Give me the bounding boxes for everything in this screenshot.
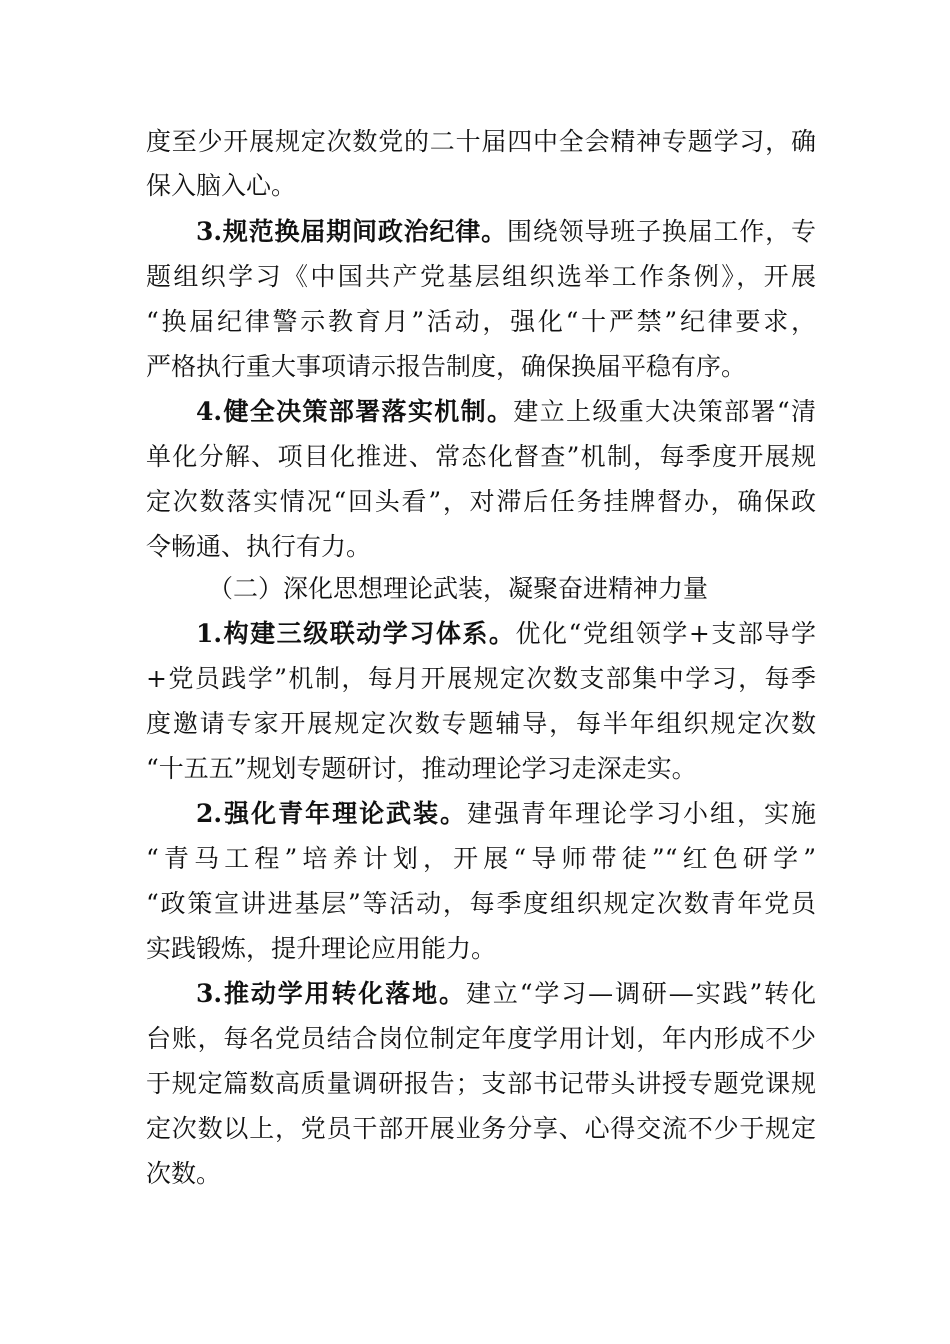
line-text: 优化“党组领学+支部导学 <box>515 619 816 648</box>
paragraph-line <box>146 747 816 791</box>
line-text: 实践锻炼，提升理论应用能力。 <box>146 934 497 963</box>
line-text: 台账，每名党员结合岗位制定年度学用计划，年内形成不少 <box>146 1024 816 1053</box>
line-text: 次数。 <box>146 1159 222 1188</box>
paragraph-line <box>146 525 816 569</box>
item-title: 3.规范换届期间政治纪律。 <box>196 217 507 246</box>
paragraph-line <box>146 1152 816 1196</box>
paragraph-line <box>146 837 816 881</box>
line-text: 度邀请专家开展规定次数专题辅导，每半年组织规定次数 <box>146 709 816 738</box>
paragraph-line <box>146 435 816 479</box>
paragraph-line <box>146 300 816 344</box>
paragraph-line <box>146 345 816 389</box>
line-text: 定次数落实情况“回头看”，对滞后任务挂牌督办，确保政 <box>146 487 816 516</box>
paragraph-line <box>146 255 816 299</box>
line-text: 建立“学习—调研—实践”转化 <box>465 979 817 1008</box>
section-heading <box>208 567 808 611</box>
paragraph-line <box>146 927 816 971</box>
section-heading-text: （二）深化思想理论武装，凝聚奋进精神力量 <box>208 574 709 603</box>
line-text: “换届纪律警示教育月”活动，强化“十严禁”纪律要求， <box>146 307 816 336</box>
line-text: 严格执行重大事项请示报告制度，确保换届平稳有序。 <box>146 352 747 381</box>
paragraph-line <box>146 1062 816 1106</box>
line-text: 度至少开展规定次数党的二十届四中全会精神专题学习，确 <box>146 127 816 156</box>
item-title: 3.推动学用转化落地。 <box>196 979 466 1008</box>
line-text: 建强青年理论学习小组，实施 <box>467 799 816 828</box>
line-text: 定次数以上，党员干部开展业务分享、心得交流不少于规定 <box>146 1114 816 1143</box>
line-text: 单化分解、项目化推进、常态化督查”机制，每季度开展规 <box>146 442 816 471</box>
line-text: 于规定篇数高质量调研报告；支部书记带头讲授专题党课规 <box>146 1069 816 1098</box>
paragraph-line <box>146 702 816 746</box>
item-title: 2.强化青年理论武装。 <box>196 799 468 828</box>
item-title: 4.健全决策部署落实机制。 <box>196 397 514 426</box>
line-text: “青马工程”培养计划，开展“导师带徒”“红色研学” <box>146 844 816 873</box>
line-text: 令畅通、执行有力。 <box>146 532 372 561</box>
paragraph-line <box>146 882 816 926</box>
line-text: 题组织学习《中国共产党基层组织选举工作条例》，开展 <box>146 262 816 291</box>
item-heading-line <box>196 210 816 254</box>
paragraph-line <box>146 480 816 524</box>
line-text: 围绕领导班子换届工作，专 <box>506 217 816 246</box>
item-heading-line <box>196 972 816 1016</box>
item-heading-line <box>196 390 816 434</box>
item-heading-line <box>196 612 816 656</box>
line-text: “十五五”规划专题研讨，推动理论学习走深走实。 <box>146 754 697 783</box>
paragraph-line <box>146 164 816 208</box>
paragraph-line <box>146 120 816 164</box>
line-text: 建立上级重大决策部署“清 <box>513 397 816 426</box>
item-heading-line <box>196 792 816 836</box>
paragraph-line <box>146 657 816 701</box>
paragraph-line <box>146 1107 816 1151</box>
item-title: 1.构建三级联动学习体系。 <box>196 619 516 648</box>
line-text: “政策宣讲进基层”等活动，每季度组织规定次数青年党员 <box>146 889 816 918</box>
paragraph-line <box>146 1017 816 1061</box>
line-text: +党员践学”机制，每月开展规定次数支部集中学习，每季 <box>146 664 816 693</box>
line-text: 保入脑入心。 <box>146 171 297 200</box>
